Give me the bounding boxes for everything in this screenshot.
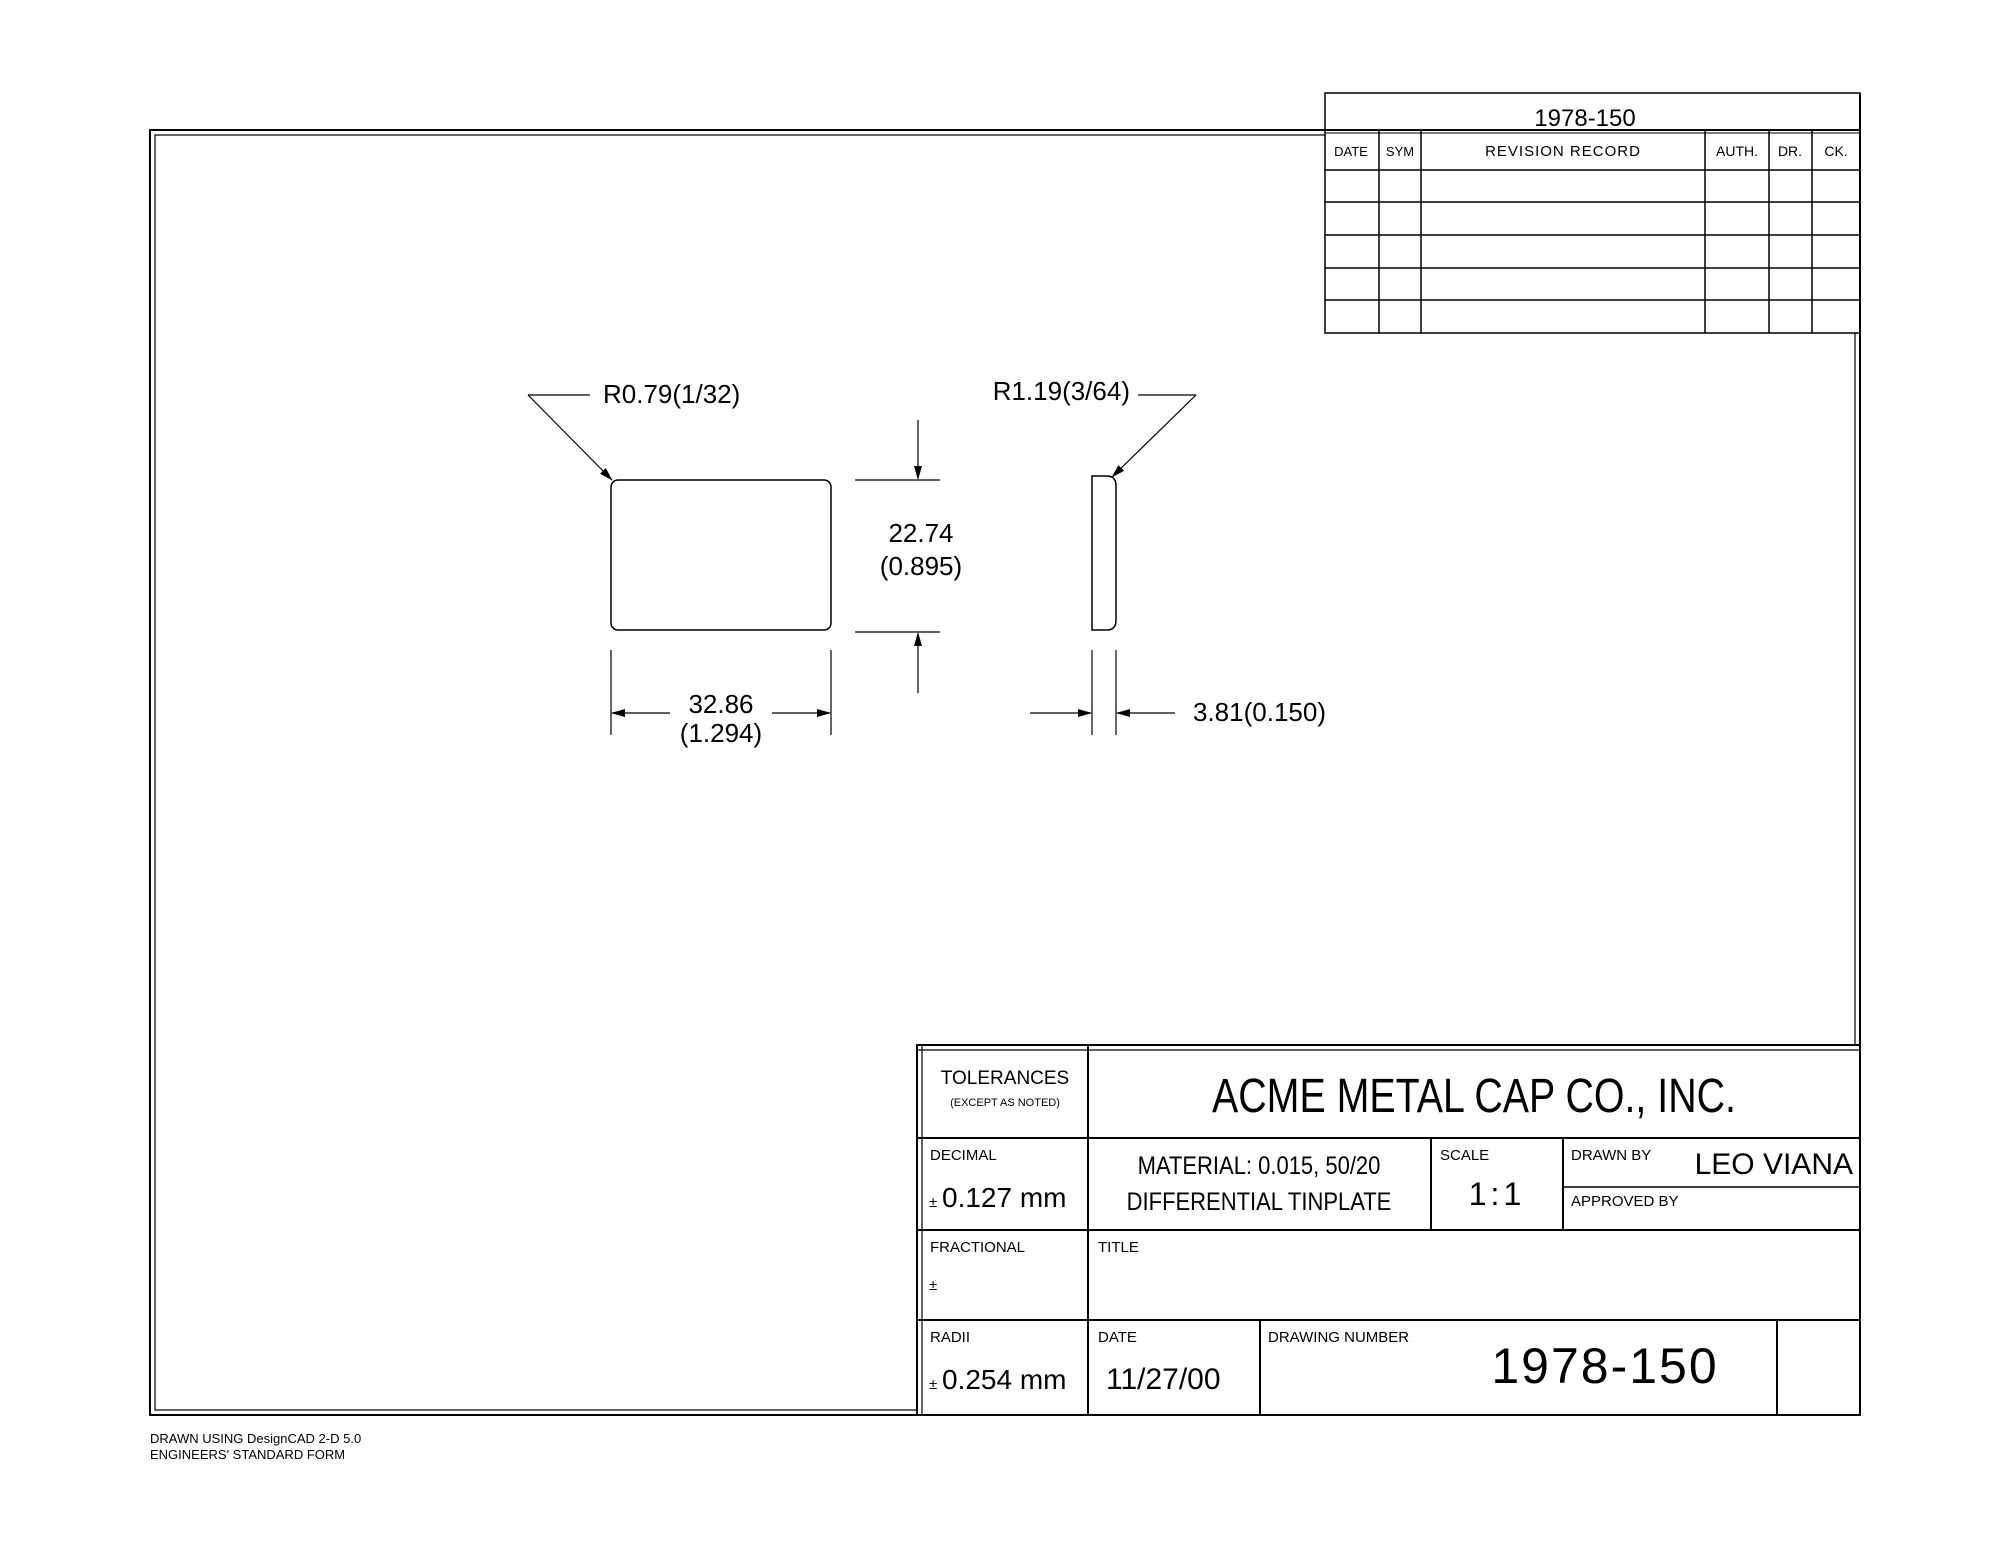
scale-label: SCALE [1440,1147,1490,1164]
side-view-outline [1092,476,1116,630]
radii-plusminus: ± [929,1376,938,1393]
rev-header-auth: AUTH. [1716,143,1758,159]
material-line2: DIFFERENTIAL TINPLATE [1126,1187,1392,1216]
width-dim-in: (1.294) [679,718,763,748]
decimal-plusminus: ± [929,1194,938,1211]
rev-header-dr: DR. [1777,143,1803,159]
tolerances-note: (EXCEPT AS NOTED) [950,1097,1060,1109]
thickness-label: 3.81(0.150) [1193,697,1326,727]
scale-value: 1:1 [1468,1176,1526,1212]
part-side-view [993,376,1326,735]
side-radius-label: R1.19(3/64) [992,376,1130,406]
fractional-label: FRACTIONAL [930,1239,1026,1256]
company-name: ACME METAL CAP CO., INC. [1212,1069,1736,1123]
part-front-view [528,379,962,748]
height-dim-mm: 22.74 [888,518,954,548]
fractional-plusminus: ± [929,1277,938,1294]
revision-drawing-number: 1978-150 [1534,105,1636,132]
approved-by-label: APPROVED BY [1571,1193,1679,1210]
revision-block [1325,93,1860,333]
date-label: DATE [1098,1329,1137,1346]
decimal-value: 0.127 mm [942,1182,1067,1213]
title-block [917,1045,1860,1415]
footer-line1: DRAWN USING DesignCAD 2-D 5.0 [150,1431,362,1446]
material-line1: MATERIAL: 0.015, 50/20 [1137,1151,1381,1180]
rev-header-sym: SYM [1385,144,1415,159]
front-radius-label: R0.79(1/32) [603,379,741,409]
drawn-by-value: LEO VIANA [1694,1148,1853,1181]
decimal-label: DECIMAL [930,1147,997,1164]
width-dim-mm: 32.86 [688,689,754,719]
rev-header-ck: CK. [1824,143,1848,159]
drawn-by-label: DRAWN BY [1571,1147,1652,1164]
rev-header-date: DATE [1334,144,1368,159]
front-view-outline [611,480,831,630]
drawing-number-value: 1978-150 [1491,1338,1719,1394]
radii-label: RADII [930,1329,971,1346]
height-dim-in: (0.895) [879,551,963,581]
radii-value: 0.254 mm [942,1364,1067,1395]
date-value: 11/27/00 [1106,1363,1221,1396]
rev-header-record: REVISION RECORD [1485,143,1641,160]
footer-notes [150,1431,361,1462]
drawing-number-label: DRAWING NUMBER [1268,1329,1410,1346]
tolerances-label: TOLERANCES [940,1068,1070,1089]
footer-line2: ENGINEERS' STANDARD FORM [150,1447,346,1462]
title-label: TITLE [1098,1239,1139,1256]
